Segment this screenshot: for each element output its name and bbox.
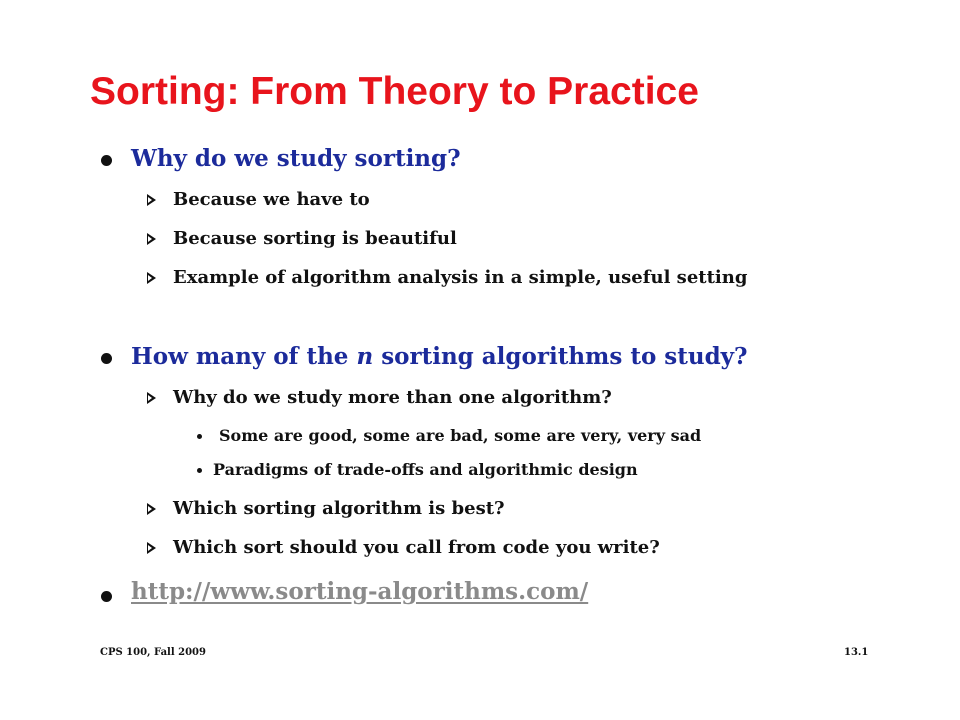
footer-course: CPS 100, Fall 2009 [100, 647, 206, 658]
why-item-1: Because we have to [173, 189, 370, 210]
how-many-sub-1-item-1: Some are good, some are bad, some are very, very sad [219, 426, 702, 445]
why-heading: Why do we study sorting? [131, 145, 461, 172]
how-many-heading-start: How many of the [131, 343, 357, 370]
why-item-3: Example of algorithm analysis in a simple, useful setting [173, 267, 748, 288]
how-many-heading [131, 343, 748, 370]
why-item-2: Because sorting is beautiful [173, 228, 457, 249]
how-many-heading-n: n [356, 343, 374, 370]
slide-title: Sorting: From Theory to Practice [90, 70, 699, 113]
dot-bullet-icon [197, 434, 202, 439]
sorting-algorithms-link[interactable]: http://www.sorting-algorithms.com/ [131, 578, 589, 605]
arrow-bullet-icon [147, 503, 156, 515]
arrow-bullet-icon [147, 272, 156, 284]
bullet-icon [101, 155, 112, 166]
dot-bullet-icon [197, 468, 202, 473]
how-many-sub-2: Which sorting algorithm is best? [173, 498, 505, 519]
how-many-sub-1: Why do we study more than one algorithm? [173, 387, 612, 408]
arrow-bullet-icon [147, 542, 156, 554]
how-many-sub-1-item-2: Paradigms of trade-offs and algorithmic design [213, 460, 638, 479]
bullet-icon [101, 591, 112, 602]
arrow-bullet-icon [147, 233, 156, 245]
slide-number: 13.1 [844, 647, 869, 658]
bullet-icon [101, 353, 112, 364]
how-many-heading-end: sorting algorithms to study? [373, 343, 748, 370]
arrow-bullet-icon [147, 194, 156, 206]
how-many-sub-3: Which sort should you call from code you write? [173, 537, 660, 558]
arrow-bullet-icon [147, 392, 156, 404]
